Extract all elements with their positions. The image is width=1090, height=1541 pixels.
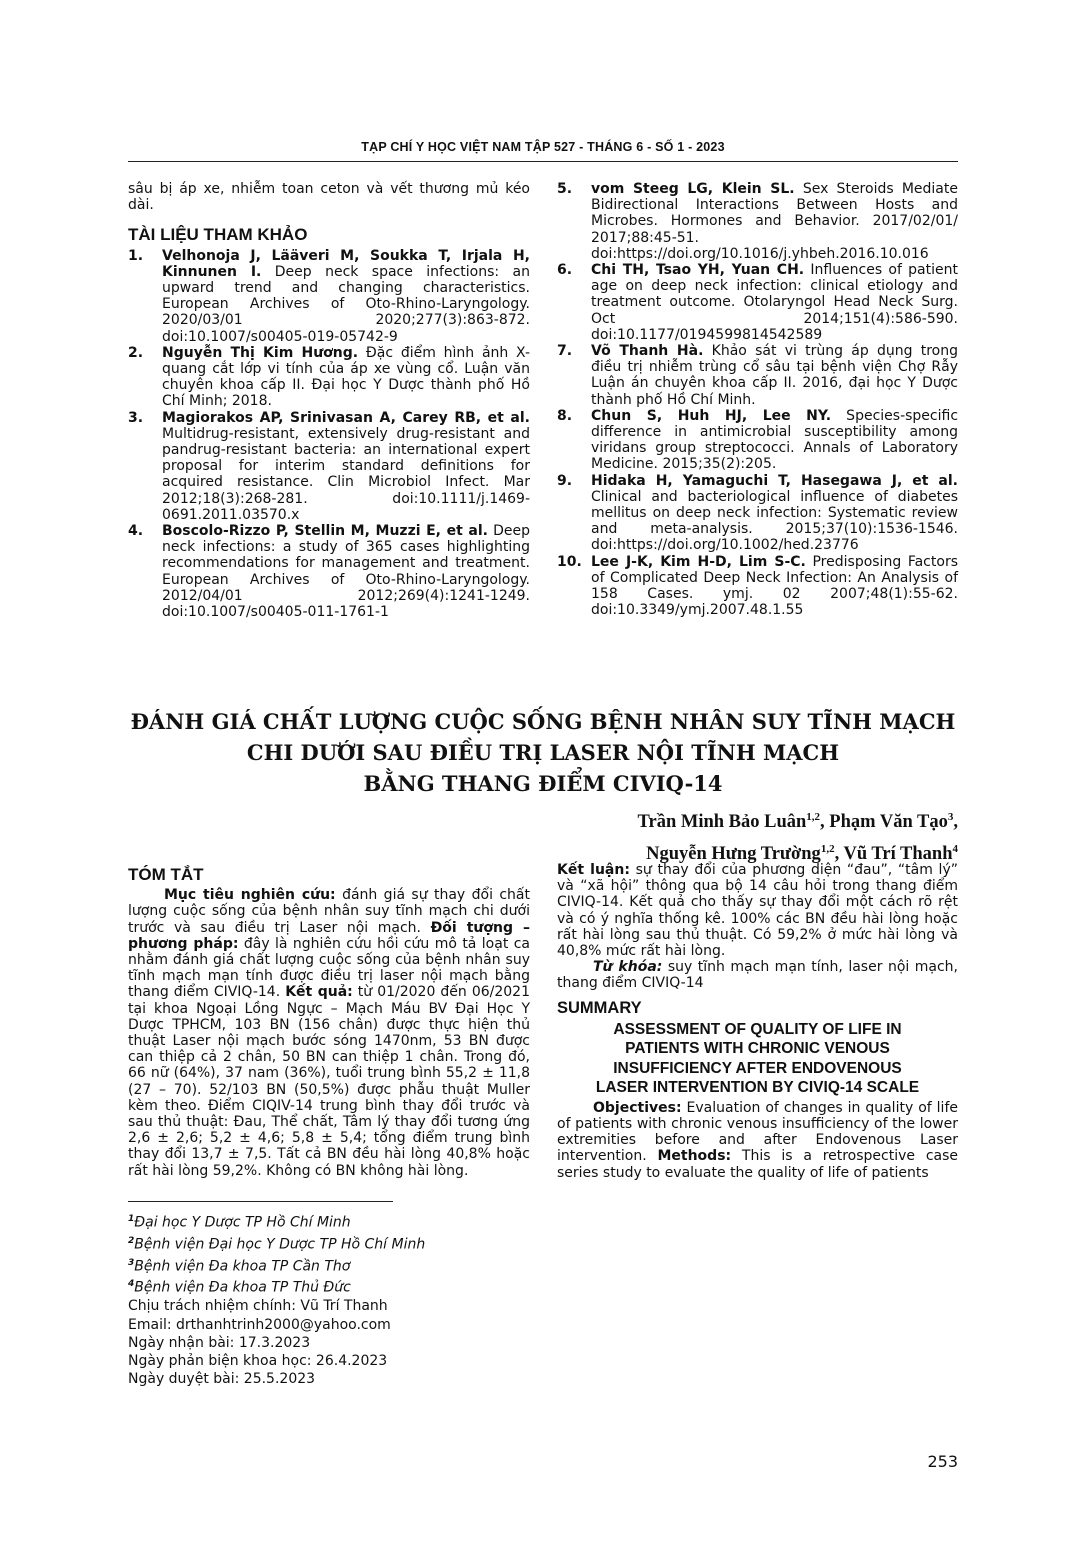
journal-header: TẠP CHÍ Y HỌC VIỆT NAM TẬP 527 - THÁNG 6 - SỐ 1 - 2023: [361, 140, 725, 154]
review-date: Ngày phản biện khoa học: 26.4.2023: [128, 1352, 388, 1369]
affiliation-text: Bệnh viện Đa khoa TP Cần Thơ: [134, 1258, 351, 1275]
reference-item: [557, 554, 958, 619]
affiliation-footnote: [128, 1232, 530, 1254]
methods-label: Đối tượng – phương pháp:: [128, 919, 530, 952]
reference-text: Multidrug-resistant, extensively drug-resistant and pandrug-resistant bacteria: an international expert proposal for interim standard definitions for acquired resistance. Clin Microbiol Infect. Mar 2012;18(3):268-281. doi:10.1111/j.1469-0691.2011.03570.x: [162, 425, 530, 523]
conclusion-text: sự thay đổi của phương diện “đau”, “tâm lý” và “xã hội” thông qua bộ 14 câu hỏi trong thang điểm CIVIQ-14. Kết quả cho thấy sự thay đổi một cách rõ rệt và có ý nghĩa thống kê. 100% các BN đều hài lòng hoặc rất hài lòng sau thủ thuật. Có 59,2% ở mức hài lòng và 40,8% mức rất hài lòng.: [557, 862, 958, 960]
affiliation-footnote: [128, 1275, 530, 1297]
affiliation-sup: 3: [128, 1257, 135, 1268]
reference-item: [128, 248, 530, 345]
reference-item: [128, 345, 530, 410]
reference-item: [128, 523, 530, 620]
objective-text: đánh giá sự thay đổi chất lượng cuộc sống của bệnh nhân suy tĩnh mạch chi dưới trước và sau điều trị Laser nội mạch.: [128, 887, 530, 936]
reference-authors: Hidaka H, Yamaguchi T, Hasegawa J, et al.: [591, 472, 958, 489]
reference-number: 1.: [128, 247, 144, 264]
conclusion-label: Kết luận:: [557, 862, 630, 878]
english-title-line: INSUFFICIENCY AFTER ENDOVENOUS: [613, 1059, 902, 1077]
reference-item: [557, 262, 958, 343]
footnotes: [128, 1210, 530, 1388]
affiliation-text: Bệnh viện Đại học Y Dược TP Hồ Chí Minh: [134, 1236, 426, 1253]
reference-authors: Võ Thanh Hà.: [591, 343, 704, 360]
objectives-text: Evaluation of changes in quality of life of patients with chronic venous insufficiency of the lower extremities before and after Endovenous Laser intervention.: [557, 1099, 958, 1165]
reference-number: 9.: [557, 472, 573, 489]
author-affiliation-sup: 1,2: [820, 843, 835, 856]
article-title-line: CHI DƯỚI SAU ĐIỀU TRỊ LASER NỘI TĨNH MẠCH: [246, 740, 840, 765]
keywords-text: suy tĩnh mạch mạn tính, laser nội mạch, thang điểm CIVIQ-14: [557, 959, 958, 992]
objective-label: Mục tiêu nghiên cứu:: [164, 887, 336, 904]
reference-number: 7.: [557, 343, 573, 360]
prev-article-left-column: [128, 181, 530, 620]
prev-article-right-column: [557, 181, 958, 618]
author-name: Nguyễn Hưng Trường: [646, 844, 821, 865]
reference-authors: Chi TH, Tsao YH, Yuan CH.: [591, 262, 805, 279]
affiliation-sup: 1: [128, 1213, 135, 1224]
reference-item: [557, 181, 958, 262]
reference-number: 5.: [557, 181, 573, 197]
abstract-body: [128, 887, 530, 1179]
article-title: [128, 706, 958, 799]
author-list: [520, 804, 958, 868]
reference-number: 4.: [128, 523, 144, 540]
english-title-line: ASSESSMENT OF QUALITY OF LIFE IN: [613, 1020, 902, 1038]
author-name: Phạm Văn Tạo: [829, 812, 948, 833]
english-title-line: PATIENTS WITH CHRONIC VENOUS: [625, 1040, 890, 1058]
summary-methods-text: This is a retrospective case series study to evaluate the quality of life of patients: [557, 1148, 958, 1181]
author-affiliation-sup: 1,2: [806, 811, 821, 823]
abstract-left-column: [128, 867, 530, 1388]
reference-text: Khảo sát vi trùng áp dụng trong điều trị nhiễm trùng cổ sâu tại bệnh viện Chợ Rẫy Luận án chuyên khoa cấp II. 2016, đại học Y Dược thành phố Hồ Chí Minh.: [591, 343, 958, 408]
reference-item: [128, 410, 530, 523]
affiliation-footnote: [128, 1210, 530, 1232]
author-name: Trần Minh Bảo Luân: [637, 812, 807, 833]
results-label: Kết quả:: [285, 984, 353, 1001]
reference-text: Predisposing Factors of Complicated Deep Neck Infection: An Analysis of 158 Cases. ymj. 02 2007;48(1):55-62. doi:10.3349/ymj.2007.48.1.55: [591, 553, 958, 619]
english-title-line: LASER INTERVENTION BY CIVIQ-14 SCALE: [595, 1079, 920, 1097]
reference-authors: Boscolo-Rizzo P, Stellin M, Muzzi E, et al.: [162, 523, 488, 540]
reference-text: Deep neck space infections: an upward trend and changing characteristics. European Archives of Oto-Rhino-Laryngology. 2020/03/01 2020;277(3):863-872. doi:10.1007/s00405-019-05742-9: [162, 263, 530, 345]
summary-methods-label: Methods:: [657, 1148, 732, 1165]
author-separator: ,: [953, 812, 958, 833]
header-divider: [128, 161, 958, 162]
objectives-label: Objectives:: [593, 1099, 682, 1116]
affiliation-sup: 2: [128, 1235, 135, 1246]
email-line: Email: drthanhtrinh2000@yahoo.com: [128, 1316, 391, 1333]
summary-body: [557, 1100, 958, 1181]
reference-item: [557, 408, 958, 473]
received-date: Ngày nhận bài: 17.3.2023: [128, 1334, 311, 1351]
reference-text: Species-specific difference in antimicrobial susceptibility among viridans group streptococci. Annals of Laboratory Medicine. 2015;35(2):205.: [591, 407, 959, 473]
references-list-right: [557, 181, 958, 618]
reference-item: [557, 473, 958, 554]
accepted-date: Ngày duyệt bài: 25.5.2023: [128, 1371, 316, 1388]
author-affiliation-sup: 3: [947, 811, 954, 823]
reference-item: [557, 343, 958, 408]
page-number: 253: [927, 1452, 958, 1471]
article-title-line: ĐÁNH GIÁ CHẤT LƯỢNG CUỘC SỐNG BỆNH NHÂN SUY TĨNH MẠCH: [130, 709, 956, 734]
references-heading: TÀI LIỆU THAM KHẢO: [128, 225, 308, 245]
reference-text: Sex Steroids Mediate Bidirectional Interactions Between Hosts and Microbes. Hormones and Behavior. 2017/02/01/ 2017;88:45-51. doi:https://doi.org/10.1016/j.yhbeh.2016.10.016: [591, 181, 958, 262]
keywords-label: Từ khóa:: [593, 959, 663, 976]
author-name: Vũ Trí Thanh: [843, 844, 953, 865]
author-separator: ,: [820, 812, 830, 833]
affiliation-text: Đại học Y Dược TP Hồ Chí Minh: [134, 1214, 351, 1231]
abstract-continuation: [557, 862, 958, 959]
reference-text: Influences of patient age on deep neck infection: clinical etiology and treatment outcome. Otolaryngol Head Neck Surg. Oct 2014;151(4):586-590. doi:10.1177/0194599814542589: [591, 262, 958, 343]
reference-number: 2.: [128, 344, 144, 361]
reference-authors: vom Steeg LG, Klein SL.: [591, 181, 795, 197]
abstract-right-column: [557, 862, 958, 1181]
methods-text: đây là nghiên cứu hồi cứu mô tả loạt ca nhằm đánh giá chất lượng cuộc sống của bệnh nhân suy tĩnh mạch mạn tính được điều trị laser nội mạch bằng thang điểm CIVIQ-14.: [128, 935, 530, 1001]
reference-text: Clinical and bacteriological influence of diabetes mellitus on deep neck infection: Systematic review and meta-analysis. 2015;37(10):1536-1546. doi:https://doi.org/10.1002/hed.23776: [591, 488, 958, 554]
reference-number: 10.: [557, 553, 582, 570]
keywords: [557, 959, 958, 991]
author-affiliation-sup: 4: [952, 843, 958, 856]
reference-authors: Chun S, Huh HJ, Lee NY.: [591, 407, 832, 424]
reference-number: 8.: [557, 407, 573, 424]
affiliation-sup: 4: [128, 1279, 135, 1290]
footnote-divider: [128, 1201, 393, 1202]
abstract-heading: TÓM TẮT: [128, 865, 204, 884]
results-text: từ 01/2020 đến 06/2021 tại khoa Ngoại Lồng Ngực – Mạch Máu BV Đại Học Y Dược TPHCM, 103 BN (156 chân) được thực hiện thủ thuật Laser nội mạch bước sóng 1470nm, 53 BN được can thiệp cả 2 chân, 50 BN can thiệp 1 chân. Trong đó, 66 nữ (64%), 37 nam (36%), tuổi trung bình 55,2 ± 11,8 (27 – 70). 52/103 BN (50,5%) được phẫu thuật Muller kèm theo. Điểm CIQIV-14 trung bình thay đổi trước và sau thủ thuật: Đau, Thể chất, Tâm lý thay đổi tương ứng 2,6 ± 2,6; 5,2 ± 4,6; 5,8 ± 5,4; tổng điểm trung bình thay đổi 13,7 ± 7,5. Tất cả BN đều hài lòng 40,8% hoặc rất hài lòng 59,2%. Không có BN không hài lòng.: [128, 984, 530, 1179]
reference-number: 3.: [128, 409, 144, 426]
author-line: [520, 804, 958, 836]
author-separator: ,: [834, 844, 844, 865]
corresponding-author: Chịu trách nhiệm chính: Vũ Trí Thanh: [128, 1298, 388, 1315]
reference-authors: Magiorakos AP, Srinivasan A, Carey RB, et al.: [162, 409, 530, 426]
prev-article-tail: sâu bị áp xe, nhiễm toan ceton và vết thương mủ kéo dài.: [128, 181, 530, 214]
article-title-line: BẰNG THANG ĐIỂM CIVIQ-14: [363, 771, 723, 796]
reference-authors: Nguyễn Thị Kim Hương.: [162, 344, 359, 361]
reference-text: Đặc điểm hình ảnh X-quang cắt lớp vi tính của áp xe vùng cổ. Luận văn chuyên khoa cấp II. Đại học Y Dược thành phố Hồ Chí Minh; 2018.: [162, 344, 531, 410]
reference-number: 6.: [557, 262, 573, 279]
reference-text: Deep neck infections: a study of 365 cases highlighting recommendations for management and treatment. European Archives of Oto-Rhino-Laryngology. 2012/04/01 2012;269(4):1241-1249. doi:10.1007/s00405-011-1761-1: [162, 523, 530, 621]
references-list-left: [128, 248, 530, 621]
english-title: [557, 1020, 958, 1098]
summary-heading: SUMMARY: [557, 998, 642, 1017]
affiliation-footnote: [128, 1254, 530, 1276]
reference-authors: Velhonoja J, Lääveri M, Soukka T, Irjala H, Kinnunen I.: [162, 247, 530, 280]
affiliation-text: Bệnh viện Đa khoa TP Thủ Đức: [134, 1280, 351, 1297]
reference-authors: Lee J-K, Kim H-D, Lim S-C.: [591, 553, 806, 570]
